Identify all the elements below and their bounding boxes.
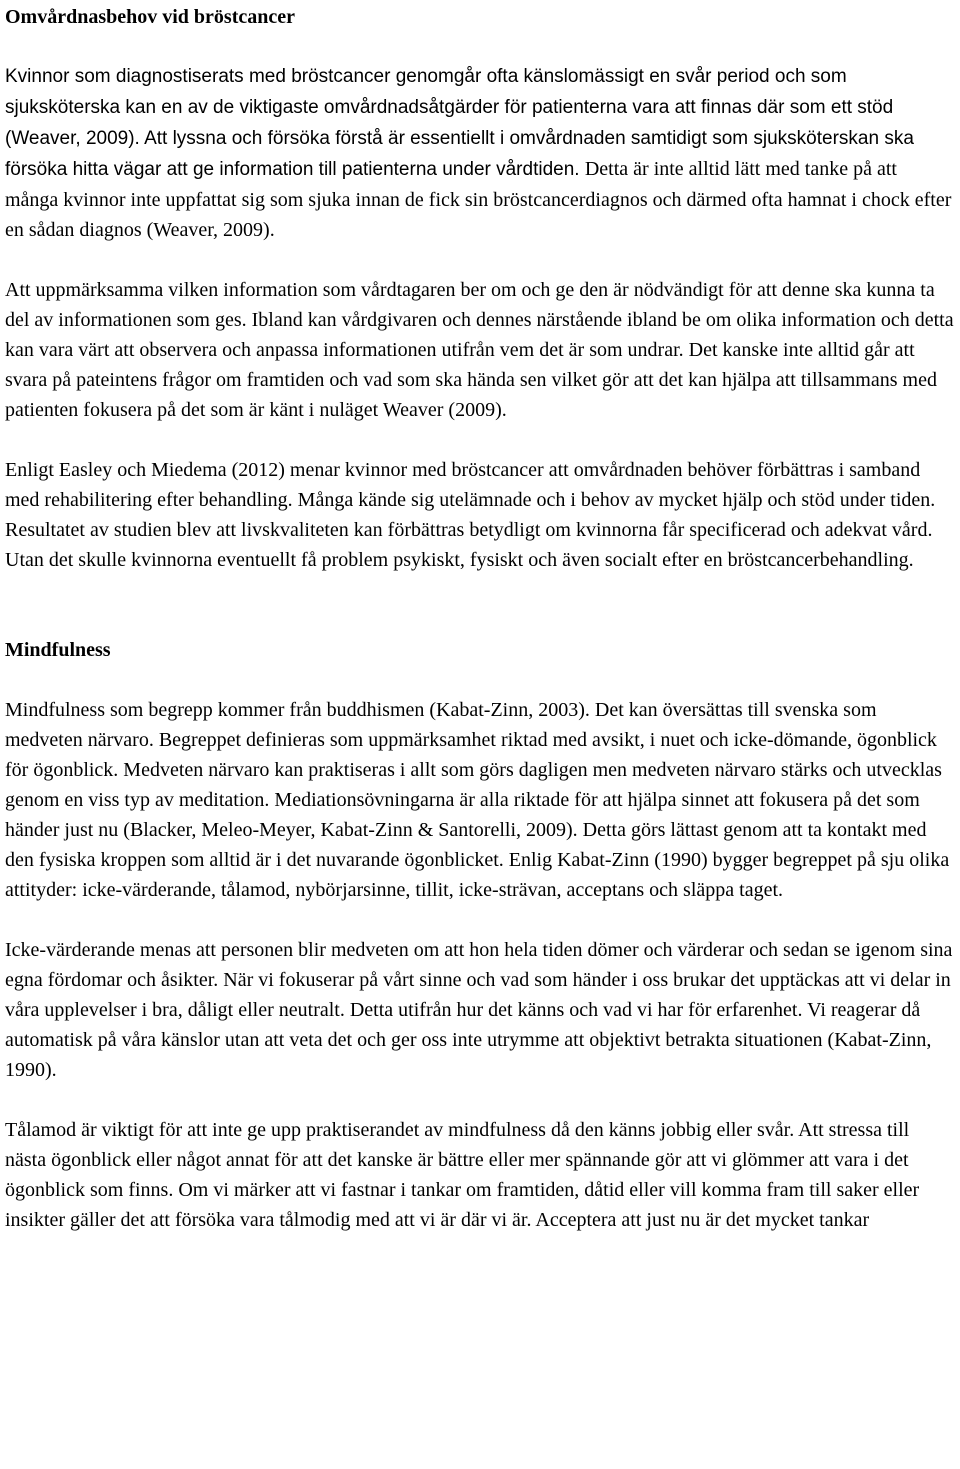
paragraph-non-judging: Icke-värderande menas att personen blir medveten om att hon hela tiden dömer och värderar och sedan se igenom sina egna fördomar och åsikter. När vi fokuserar på vårt sinne och vad som händer i oss brukar det upptäckas att vi delar in våra upplevelser i bra, dåligt eller neutralt. Detta utifrån hur det känns och vad vi har för erfarenhet. Vi reagerar då automatisk på våra känslor utan att veta det och ger oss inte utrymme att objektivt betrakta situationen (Kabat-Zinn, 1990). — [5, 939, 953, 1081]
paragraph-mindfulness-definition: Mindfulness som begrepp kommer från buddhismen (Kabat-Zinn, 2003). Det kan översättas till svenska som medveten närvaro. Begreppet definieras som uppmärksamhet riktad med avsikt, i nuet och icke-dömande, ögonblick för ögonblick. Medveten närvaro kan praktiseras i allt som görs dagligen men medveten närvaro stärks och utvecklas genom en viss typ av meditation. Mediationsövningarna är alla riktade för att hjälpa sinnet att fokusera på det som händer just nu (Blacker, Meleo-Meyer, Kabat-Zinn & Santorelli, 2009). Detta görs lättast genom att ta kontakt med den fysiska kroppen som alltid är i det nuvarande ögonblicket. Enlig Kabat-Zinn (1990) bygger begreppet på sju olika attityder: icke-värderande, tålamod, nybörjarsinne, tillit, icke-strävan, acceptans och släppa taget. — [5, 699, 950, 901]
section-heading-breast-cancer-care: Omvårdnasbehov vid bröstcancer — [5, 6, 295, 28]
paragraph-easley-miedema: Enligt Easley och Miedema (2012) menar kvinnor med bröstcancer att omvårdnaden behöver förbättras i samband med rehabilitering efter behandling. Många kände sig utelämnade och i behov av mycket hjälp och stöd under tiden. Resultatet av studien blev att livskvaliteten kan förbättras betydligt om kvinnorna får specificerad och adekvat vård. Utan det skulle kvinnorna eventuellt få problem psykiskt, fysiskt och även socialt efter en bröstcancerbehandling. — [5, 459, 936, 571]
paragraph-care-intro-serif-part: Detta är inte alltid lätt med tanke på att många kvinnor inte uppfattat sig som sjuka innan de fick sin bröstcancerdiagnos och därmed ofta hamnat i chock efter en sådan diagnos (Weaver, 2009). — [5, 158, 952, 241]
paragraph-information-needs: Att uppmärksamma vilken information som vårdtagaren ber om och ge den är nödvändigt för att denne ska kunna ta del av informationen som ges. Ibland kan vårdgivaren och dennes närstående ibland be om olika information och detta kan vara värt att observera och anpassa informationen utifrån vem det är som undrar. Det kanske inte alltid går att svara på pateintens frågor om framtiden och vad som ska hända sen vilket gör att det kan hjälpa att tillsammans med patienten fokusera på det som är känt i nuläget Weaver (2009). — [5, 279, 954, 421]
document-page — [5, 0, 955, 1235]
paragraph-care-intro-sans-part: Kvinnor som diagnostiserats med bröstcancer genomgår ofta känslomässigt en svår period och som sjuksköterska kan en av de viktigaste omvårdnadsåtgärder för patienterna vara att finnas där som ett stöd (Weaver, 2009). — [5, 66, 894, 149]
section-heading-mindfulness: Mindfulness — [5, 639, 111, 661]
paragraph-care-intro-sans-part-2: Att lyssna och försöka förstå är essentiellt i omvårdnaden samtidigt som sjuksköterskan ska försöka hitta vägar att ge information till patienterna under vårdtiden. — [5, 128, 914, 180]
paragraph-care-intro — [5, 61, 955, 245]
paragraph-patience: Tålamod är viktigt för att inte ge upp praktiserandet av mindfulness då den känns jobbig eller svår. Att stressa till nästa ögonblick eller något annat för att det kanske är bättre eller mer spännande gör att vi glömmer att vara i det ögonblick som finns. Om vi märker att vi fastnar i tankar om framtiden, dåtid eller vill komma fram till saker eller insikter gäller det att försöka vara tålmodig med att vi är där vi är. Acceptera att just nu är det mycket tankar — [5, 1119, 920, 1231]
